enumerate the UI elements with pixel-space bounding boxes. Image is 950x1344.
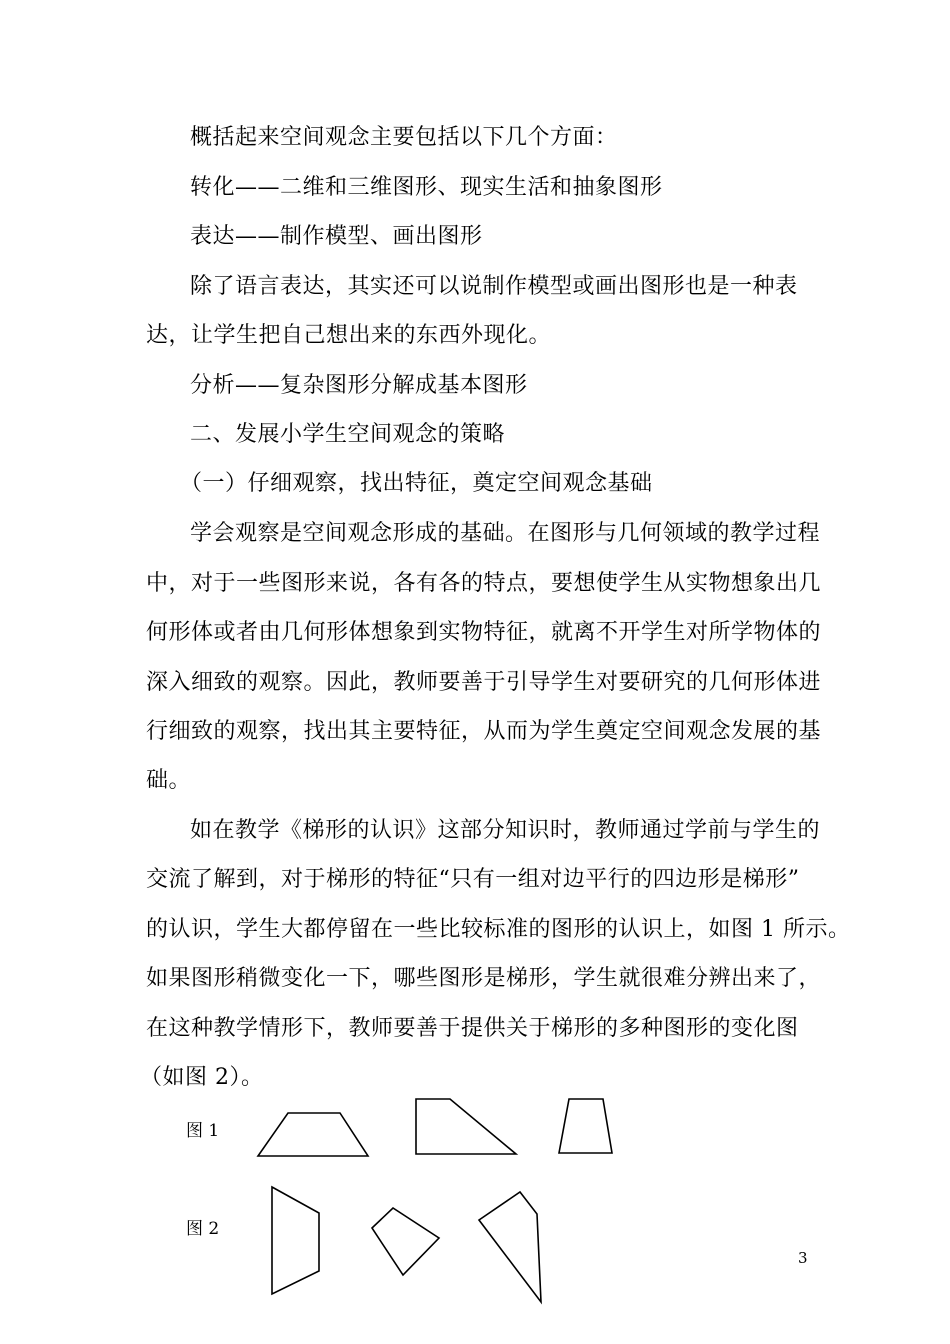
paragraph-line: 何形体或者由几何形体想象到实物特征，就离不开学生对所学物体的 — [146, 620, 822, 645]
page-number: 3 — [798, 1249, 808, 1267]
fig1-right-trapezoid — [416, 1099, 516, 1154]
fig2-elongated-trapezoid — [479, 1192, 541, 1302]
paragraph-line: 交流了解到，对于梯形的特征“只有一组对边平行的四边形是梯形” — [146, 867, 800, 892]
fig2-tilted-trapezoid — [372, 1208, 439, 1275]
section-heading: 二、发展小学生空间观念的策略 — [190, 422, 506, 447]
paragraph-line: 学会观察是空间观念形成的基础。在图形与几何领域的教学过程 — [190, 521, 821, 546]
paragraph-line: 达，让学生把自己想出来的东西外现化。 — [146, 323, 552, 348]
subsection-heading: （一）仔细观察，找出特征，奠定空间观念基础 — [180, 471, 653, 496]
paragraph-line: 础。 — [146, 768, 192, 793]
paragraph-line: 中，对于一些图形来说，各有各的特点，要想使学生从实物想象出几 — [146, 571, 822, 596]
paragraph-line: 转化——二维和三维图形、现实生活和抽象图形 — [190, 175, 663, 200]
fig1-narrow-trapezoid — [559, 1099, 612, 1153]
paragraph-line: 概括起来空间观念主要包括以下几个方面： — [190, 125, 618, 150]
paragraph-line: 表达——制作模型、画出图形 — [190, 224, 483, 249]
paragraph-line: 在这种教学情形下，教师要善于提供关于梯形的多种图形的变化图 — [146, 1016, 799, 1041]
paragraph-line: 如在教学《梯形的认识》这部分知识时，教师通过学前与学生的 — [190, 818, 821, 843]
paragraph-line: 行细致的观察，找出其主要特征，从而为学生奠定空间观念发展的基 — [146, 719, 822, 744]
paragraph-line: 的认识，学生大都停留在一些比较标准的图形的认识上，如图 1 所示。 — [146, 917, 851, 942]
figure-2-label: 图 2 — [186, 1219, 220, 1239]
paragraph-line: 深入细致的观察。因此，教师要善于引导学生对要研究的几何形体进 — [146, 670, 822, 695]
fig1-isosceles-trapezoid — [258, 1113, 368, 1156]
figure-1-label: 图 1 — [186, 1121, 220, 1141]
paragraph-line: 分析——复杂图形分解成基本图形 — [190, 373, 528, 398]
fig2-rotated-right-trapezoid — [272, 1187, 319, 1294]
paragraph-line: 除了语言表达，其实还可以说制作模型或画出图形也是一种表 — [190, 274, 798, 299]
paragraph-line: （如图 2）。 — [140, 1065, 264, 1090]
paragraph-line: 如果图形稍微变化一下，哪些图形是梯形，学生就很难分辨出来了， — [146, 966, 822, 991]
